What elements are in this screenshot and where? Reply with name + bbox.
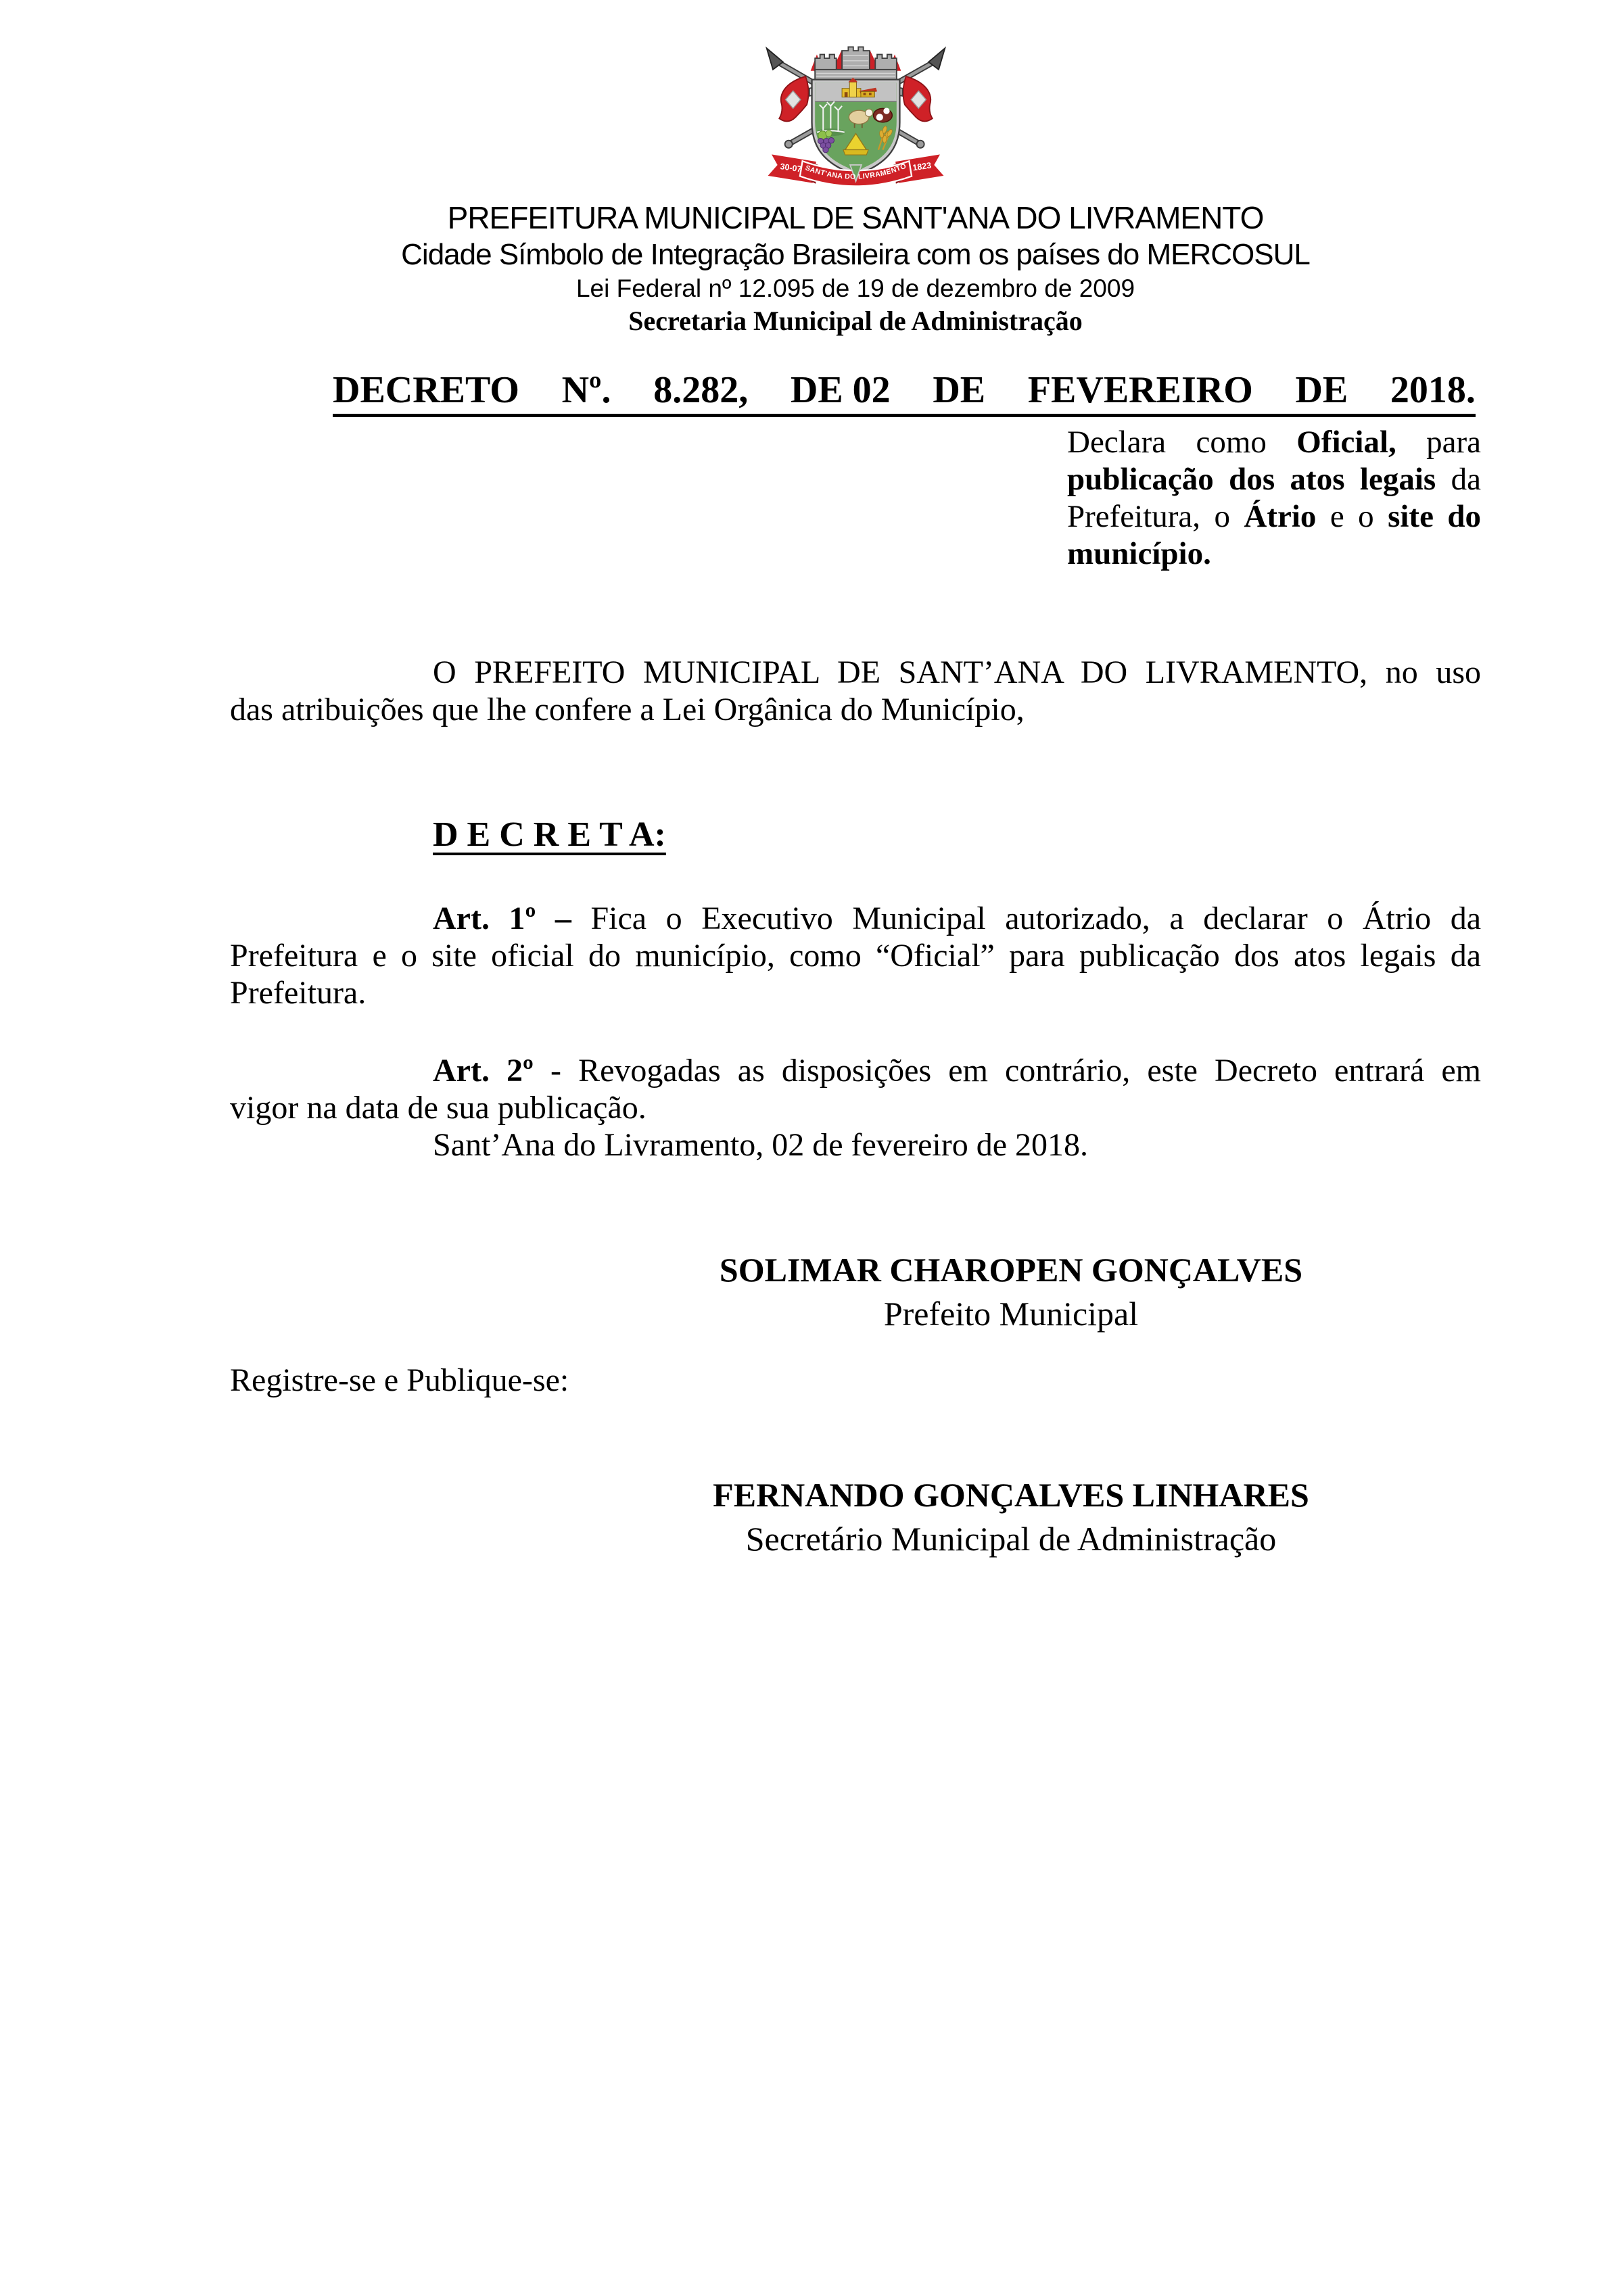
secretary-title: Secretário Municipal de Administração: [745, 1520, 1277, 1558]
org-law-reference: Lei Federal nº 12.095 de 19 de dezembro de 2009: [575, 274, 1135, 302]
decreta-heading-text: D E C R E T A:: [433, 815, 666, 854]
mayor-title: Prefeito Municipal: [883, 1295, 1139, 1333]
mayor-signature-block: [541, 1251, 1481, 1333]
title-word: DE: [933, 369, 986, 411]
article-number: Art. 1º –: [433, 901, 571, 936]
summary-line: [1067, 535, 1481, 573]
coat-of-arms: [230, 42, 1481, 199]
ribbon-city-name: SANT'ANA DO LIVRAMENTO: [803, 162, 908, 181]
date-place-line: Sant’Ana do Livramento, 02 de fevereiro de 2018.: [433, 1127, 1089, 1163]
secretary-signature-block: [541, 1477, 1481, 1558]
decreta-heading: [433, 815, 1481, 855]
article-1: [230, 900, 1481, 1011]
cattle-icon: [873, 107, 892, 122]
decree-preamble: [230, 654, 1481, 728]
ribbon-date-founded: 30-07: [779, 162, 802, 174]
title-word: Nº.: [561, 369, 611, 411]
title-word: FEVEREIRO: [1027, 369, 1253, 411]
paragraph-line: vigor na data de sua publicação.: [230, 1090, 646, 1126]
summary-line: [1067, 424, 1481, 461]
paragraph-line: Prefeitura.: [230, 975, 367, 1011]
summary-text: da: [1436, 462, 1481, 497]
paragraph-line: Prefeitura e o site oficial do município, como “Oficial” para publicação dos atos legais da: [230, 938, 1481, 974]
summary-text-bold: Átrio: [1244, 499, 1317, 534]
summary-text: Prefeitura, o: [1067, 499, 1244, 534]
left-flag-icon: [779, 76, 808, 121]
article-number: Art. 2º: [433, 1053, 534, 1089]
summary-line: [1067, 461, 1481, 498]
article-text: - Revogadas as disposições em contrário, este Decreto entrará em: [533, 1053, 1481, 1089]
summary-text-bold: município.: [1067, 536, 1211, 571]
decree-title: [333, 369, 1476, 417]
title-word: DECRETO: [333, 369, 519, 411]
org-department: Secretaria Municipal de Administração: [628, 306, 1083, 336]
article-text: Fica o Executivo Municipal autorizado, a declarar o Átrio da: [571, 901, 1482, 936]
coat-of-arms-icon: [755, 42, 956, 199]
right-flag-icon: [903, 76, 932, 121]
summary-text-bold: Oficial,: [1296, 425, 1396, 460]
mayor-name: SOLIMAR CHAROPEN GONÇALVES: [719, 1251, 1303, 1289]
summary-text: Declara como: [1067, 425, 1297, 460]
title-word: 2018.: [1390, 369, 1476, 411]
title-word: 8.282,: [653, 369, 749, 411]
org-motto: Cidade Símbolo de Integração Brasileira com os países do MERCOSUL: [401, 238, 1310, 271]
secretary-name: FERNANDO GONÇALVES LINHARES: [713, 1476, 1309, 1514]
article-2: [230, 1052, 1481, 1126]
paragraph-line: [230, 900, 1481, 937]
summary-text-bold: site do: [1388, 499, 1482, 534]
summary-line: [1067, 498, 1481, 535]
document-content: [230, 0, 1481, 1558]
title-word: DE 02: [790, 369, 891, 411]
org-name: PREFEITURA MUNICIPAL DE SANT'ANA DO LIVRAMENTO: [447, 200, 1264, 235]
register-publish-line: Registre-se e Publique-se:: [230, 1362, 569, 1398]
summary-text: e o: [1316, 499, 1388, 534]
summary-text-bold: publicação dos atos legais: [1067, 462, 1436, 497]
paragraph-line: [230, 1052, 1481, 1089]
summary-text: para: [1396, 425, 1482, 460]
paragraph-line: O PREFEITO MUNICIPAL DE SANT’ANA DO LIVRAMENTO, no uso: [433, 654, 1481, 690]
title-word: DE: [1295, 369, 1348, 411]
decree-summary: [1067, 424, 1481, 573]
ribbon-year: 1823: [912, 160, 932, 173]
paragraph-line: das atribuições que lhe confere a Lei Orgânica do Município,: [230, 692, 1025, 727]
